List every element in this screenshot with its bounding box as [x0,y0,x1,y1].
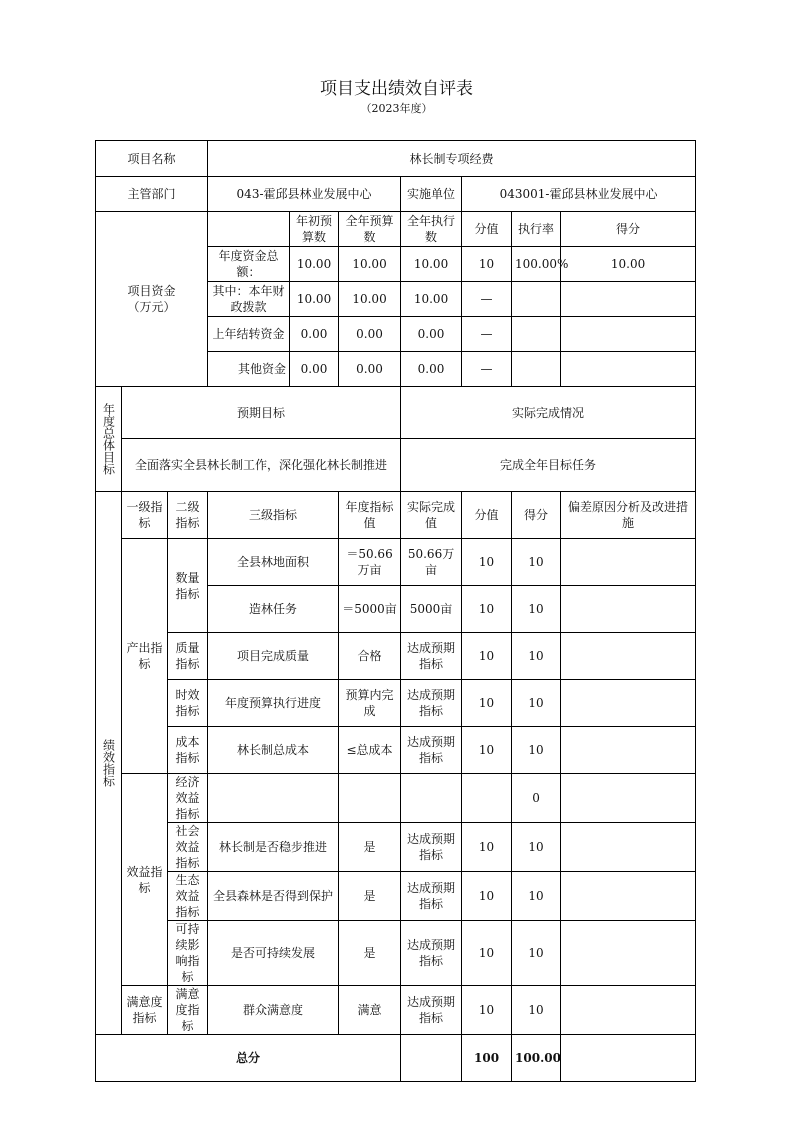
indicators-header: 年度指标值 [339,492,401,539]
funds-rate: 100.00% [512,247,561,282]
document-year: （2023年度） [360,102,433,115]
funds-row-name: 其中：本年财政拨款 [208,282,290,317]
total-label: 总分 [96,1035,401,1082]
indicator-score: 10 [512,633,561,680]
dept-value: 043-霍邱县林业发展中心 [208,177,401,212]
indicator-deviation [561,633,696,680]
indicator-row [96,774,696,823]
blank-cell [561,1035,696,1082]
indicators-label: 绩效指标 [96,492,122,1035]
indicator-row [96,986,696,1035]
goals-row [96,439,696,492]
funds-header: 全年预算数 [339,212,401,247]
indicator-deviation [561,680,696,727]
indicator-deviation [561,986,696,1035]
indicator-score: 10 [512,921,561,986]
funds-executed: 0.00 [401,352,462,387]
goals-header-row [96,387,696,439]
goals-label: 年度总体目标 [96,387,122,492]
indicator-target: ＝50.66万亩 [339,539,401,586]
indicator-row [96,680,696,727]
funds-initial: 10.00 [290,247,339,282]
funds-score-value: — [462,282,512,317]
indicator-row [96,727,696,774]
funds-score [561,317,696,352]
expected-goal-label: 预期目标 [122,387,401,439]
funds-annual: 0.00 [339,317,401,352]
indicator-value: 10 [462,727,512,774]
funds-score-value: — [462,352,512,387]
blank-cell [401,1035,462,1082]
level3-indicator: 林长制总成本 [208,727,339,774]
level2-indicator: 质量指标 [168,633,208,680]
indicator-value: 10 [462,872,512,921]
level3-indicator: 项目完成质量 [208,633,339,680]
level1-indicator: 产出指标 [122,539,168,774]
indicator-deviation [561,586,696,633]
indicator-score: 10 [512,986,561,1035]
indicator-deviation [561,872,696,921]
funds-header: 全年执行数 [401,212,462,247]
actual-goal: 完成全年目标任务 [401,439,696,492]
document-title: 项目支出绩效自评表 [320,79,473,99]
indicator-value: 10 [462,680,512,727]
indicator-score: 10 [512,727,561,774]
indicator-actual: 达成预期指标 [401,872,462,921]
level3-indicator [208,774,339,823]
funds-annual: 10.00 [339,247,401,282]
indicator-value: 10 [462,633,512,680]
self-evaluation-table [95,140,696,1082]
level2-indicator: 经济效益指标 [168,774,208,823]
funds-score: 10.00 [561,247,696,282]
level2-indicator: 生态效益指标 [168,872,208,921]
level1-indicator: 满意度指标 [122,986,168,1035]
level3-indicator: 全县林地面积 [208,539,339,586]
funds-label: 项目资金（万元） [96,212,208,387]
funds-executed: 0.00 [401,317,462,352]
indicators-header: 三级指标 [208,492,339,539]
level3-indicator: 造林任务 [208,586,339,633]
funds-score [561,352,696,387]
funds-header: 执行率 [512,212,561,247]
funds-header-row [96,212,696,247]
indicator-actual: 5000亩 [401,586,462,633]
indicator-score: 10 [512,680,561,727]
indicator-score: 10 [512,586,561,633]
indicator-row [96,633,696,680]
indicator-actual: 达成预期指标 [401,823,462,872]
indicator-actual: 达成预期指标 [401,986,462,1035]
level2-indicator: 可持续影响指标 [168,921,208,986]
funds-row-name: 年度资金总额： [208,247,290,282]
funds-row-name: 上年结转资金 [208,317,290,352]
funds-header: 得分 [561,212,696,247]
level2-indicator: 满意度指标 [168,986,208,1035]
project-name-row [96,141,696,177]
blank-cell [208,212,290,247]
indicator-deviation [561,823,696,872]
indicator-target: 满意 [339,986,401,1035]
indicator-row [96,872,696,921]
indicator-row [96,539,696,586]
project-name-value: 林长制专项经费 [208,141,696,177]
indicator-actual [401,774,462,823]
indicator-target: ＝5000亩 [339,586,401,633]
funds-initial: 0.00 [290,352,339,387]
indicator-value: 10 [462,921,512,986]
funds-header: 年初预算数 [290,212,339,247]
indicator-value: 10 [462,539,512,586]
indicator-row [96,823,696,872]
indicators-header: 偏差原因分析及改进措施 [561,492,696,539]
indicator-score: 0 [512,774,561,823]
indicator-deviation [561,727,696,774]
total-score: 100.00 [512,1035,561,1082]
expected-goal: 全面落实全县林长制工作，深化强化林长制推进 [122,439,401,492]
indicator-actual: 达成预期指标 [401,921,462,986]
project-name-label: 项目名称 [96,141,208,177]
level3-indicator: 群众满意度 [208,986,339,1035]
indicators-header: 得分 [512,492,561,539]
indicators-header: 分值 [462,492,512,539]
level1-indicator: 效益指标 [122,774,168,986]
indicators-header-row [96,492,696,539]
level2-indicator: 成本指标 [168,727,208,774]
level2-indicator: 时效指标 [168,680,208,727]
indicator-deviation [561,921,696,986]
indicator-score: 10 [512,872,561,921]
dept-label: 主管部门 [96,177,208,212]
indicator-target: 预算内完成 [339,680,401,727]
level3-indicator: 是否可持续发展 [208,921,339,986]
department-row [96,177,696,212]
level3-indicator: 林长制是否稳步推进 [208,823,339,872]
indicator-score: 10 [512,823,561,872]
indicators-header: 二级指标 [168,492,208,539]
indicator-target: 是 [339,872,401,921]
funds-executed: 10.00 [401,247,462,282]
indicator-value: 10 [462,586,512,633]
indicators-header: 实际完成值 [401,492,462,539]
total-value: 100 [462,1035,512,1082]
funds-header: 分值 [462,212,512,247]
indicator-row [96,921,696,986]
indicators-header: 一级指标 [122,492,168,539]
indicator-target: ≤总成本 [339,727,401,774]
unit-label: 实施单位 [401,177,462,212]
indicator-value: 10 [462,986,512,1035]
funds-rate [512,282,561,317]
indicator-value: 10 [462,823,512,872]
indicator-target [339,774,401,823]
indicator-actual: 达成预期指标 [401,680,462,727]
level2-indicator: 数量指标 [168,539,208,633]
funds-annual: 10.00 [339,282,401,317]
indicator-target: 合格 [339,633,401,680]
indicator-actual: 达成预期指标 [401,633,462,680]
funds-initial: 10.00 [290,282,339,317]
total-row [96,1035,696,1082]
indicator-target: 是 [339,921,401,986]
funds-annual: 0.00 [339,352,401,387]
funds-score-value: — [462,317,512,352]
funds-score [561,282,696,317]
funds-rate [512,352,561,387]
level3-indicator: 年度预算执行进度 [208,680,339,727]
indicator-deviation [561,774,696,823]
indicator-score: 10 [512,539,561,586]
unit-value: 043001-霍邱县林业发展中心 [462,177,696,212]
level2-indicator: 社会效益指标 [168,823,208,872]
actual-goal-label: 实际完成情况 [401,387,696,439]
indicator-target: 是 [339,823,401,872]
indicator-actual: 达成预期指标 [401,727,462,774]
funds-initial: 0.00 [290,317,339,352]
level3-indicator: 全县森林是否得到保护 [208,872,339,921]
indicator-actual: 50.66万亩 [401,539,462,586]
funds-rate [512,317,561,352]
indicator-deviation [561,539,696,586]
funds-row-name: 其他资金 [208,352,290,387]
funds-executed: 10.00 [401,282,462,317]
funds-score-value: 10 [462,247,512,282]
indicator-value [462,774,512,823]
